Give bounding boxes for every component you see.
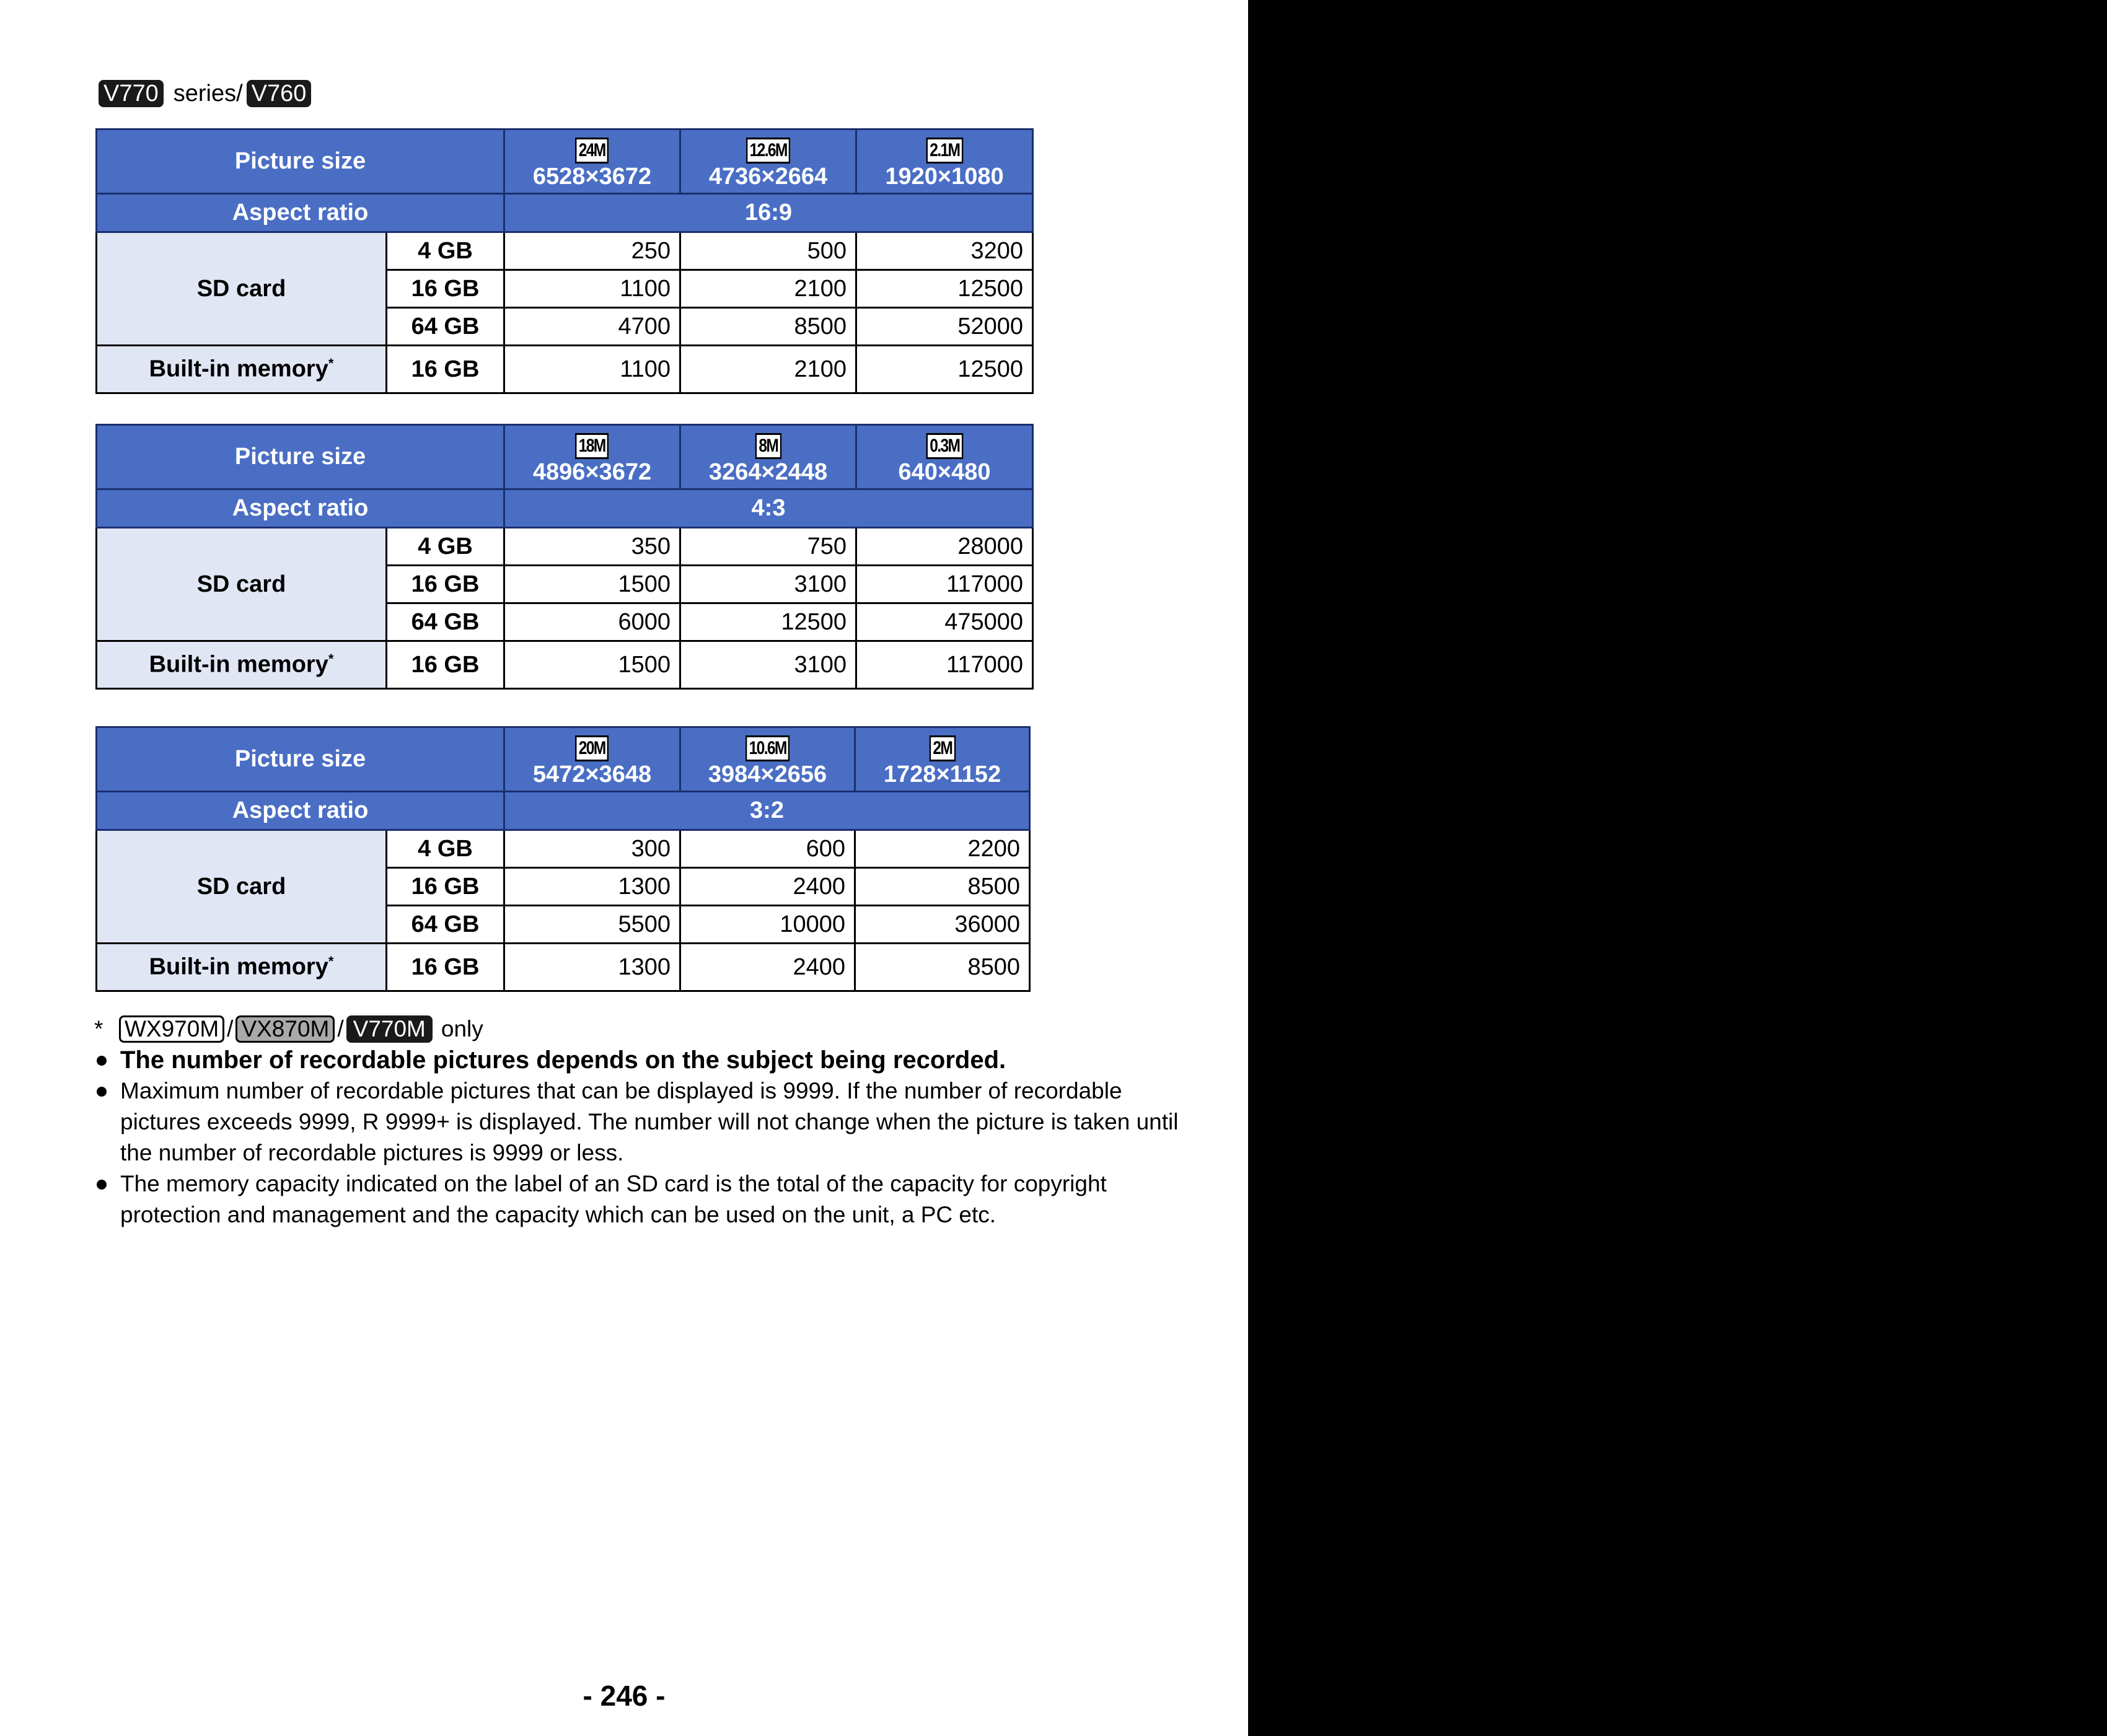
aspect-ratio-header: Aspect ratio xyxy=(97,194,504,232)
footnote-star: * xyxy=(94,1016,103,1041)
model-badge-wx970m: WX970M xyxy=(119,1015,224,1043)
table-cell: 3100 xyxy=(680,566,856,603)
table-cell: 300 xyxy=(504,830,680,868)
table-cell: 8500 xyxy=(855,944,1030,991)
table-cell: 1500 xyxy=(504,641,680,689)
size-col xyxy=(856,425,1033,489)
table-cell: 1300 xyxy=(504,944,680,991)
builtin-memory-text: Built-in memory xyxy=(149,356,328,382)
builtin-memory-text: Built-in memory xyxy=(149,651,328,678)
size-col xyxy=(855,727,1030,792)
picture-size-icon: 0.3M xyxy=(926,433,963,459)
table-cell: 117000 xyxy=(856,566,1033,603)
table-cell: 5500 xyxy=(504,906,680,944)
builtin-memory-text: Built-in memory xyxy=(149,953,328,980)
picture-size-icon: 2.1M xyxy=(926,138,963,164)
capacity-label: 16 GB xyxy=(387,346,504,393)
resolution: 640×480 xyxy=(898,459,991,485)
table-cell: 475000 xyxy=(856,603,1033,641)
notes-list xyxy=(94,1045,1185,1230)
table-cell: 3100 xyxy=(680,641,856,689)
footnote-models xyxy=(94,1014,1185,1045)
table-cell: 3200 xyxy=(856,232,1033,270)
picture-size-header: Picture size xyxy=(97,129,504,194)
sd-card-label: SD card xyxy=(97,232,387,346)
footnote-asterisk: * xyxy=(328,953,334,970)
capacity-table-16-9 xyxy=(95,128,1034,394)
picture-size-icon: 10.6M xyxy=(746,735,790,761)
resolution: 3264×2448 xyxy=(708,459,828,485)
table-cell: 600 xyxy=(680,830,855,868)
series-header xyxy=(99,79,311,108)
table-cell: 350 xyxy=(504,528,680,566)
table-cell: 2100 xyxy=(680,270,856,308)
table-cell: 8500 xyxy=(680,308,856,346)
table-cell: 10000 xyxy=(680,906,855,944)
table-cell: 52000 xyxy=(856,308,1033,346)
only-label: only xyxy=(441,1016,483,1041)
table-cell: 4700 xyxy=(504,308,680,346)
table-cell: 36000 xyxy=(855,906,1030,944)
table-cell: 12500 xyxy=(680,603,856,641)
capacity-table-3-2 xyxy=(95,726,1031,992)
table-cell: 1300 xyxy=(504,868,680,906)
capacity-label: 16 GB xyxy=(387,944,504,991)
series-label: series/ xyxy=(173,80,243,107)
capacity-label: 4 GB xyxy=(387,830,504,868)
picture-size-icon: 8M xyxy=(755,433,781,459)
picture-size-icon: 24M xyxy=(575,138,609,164)
resolution: 6528×3672 xyxy=(532,164,652,190)
table-cell: 750 xyxy=(680,528,856,566)
table-cell: 2400 xyxy=(680,944,855,991)
builtin-memory-label xyxy=(97,944,387,991)
size-col xyxy=(680,727,855,792)
aspect-ratio-value: 4:3 xyxy=(504,489,1033,528)
resolution: 3984×2656 xyxy=(708,761,827,787)
picture-size-header: Picture size xyxy=(97,425,504,489)
capacity-label: 16 GB xyxy=(387,868,504,906)
size-col xyxy=(504,727,680,792)
size-col xyxy=(504,425,680,489)
model-badge-v760: V760 xyxy=(247,80,312,107)
table-cell: 2100 xyxy=(680,346,856,393)
table-cell: 12500 xyxy=(856,270,1033,308)
model-badge-vx870m: VX870M xyxy=(235,1015,335,1043)
picture-size-header: Picture size xyxy=(97,727,504,792)
resolution: 5472×3648 xyxy=(532,761,652,787)
separator: / xyxy=(337,1016,344,1041)
model-badge-v770: V770 xyxy=(99,80,164,107)
picture-size-icon: 20M xyxy=(575,735,609,761)
capacity-label: 16 GB xyxy=(387,641,504,689)
size-col xyxy=(680,129,856,194)
capacity-label: 64 GB xyxy=(387,906,504,944)
picture-size-icon: 12.6M xyxy=(746,138,791,164)
capacity-label: 4 GB xyxy=(387,528,504,566)
table-cell: 2200 xyxy=(855,830,1030,868)
picture-size-icon: 18M xyxy=(575,433,609,459)
footnote-asterisk: * xyxy=(328,356,334,372)
table-cell: 28000 xyxy=(856,528,1033,566)
sd-card-label: SD card xyxy=(97,528,387,641)
aspect-ratio-header: Aspect ratio xyxy=(97,792,504,830)
footnote-asterisk: * xyxy=(328,651,334,667)
capacity-label: 16 GB xyxy=(387,566,504,603)
table-cell: 8500 xyxy=(855,868,1030,906)
aspect-ratio-header: Aspect ratio xyxy=(97,489,504,528)
capacity-label: 4 GB xyxy=(387,232,504,270)
table-cell: 500 xyxy=(680,232,856,270)
table-cell: 12500 xyxy=(856,346,1033,393)
table-cell: 250 xyxy=(504,232,680,270)
capacity-label: 64 GB xyxy=(387,603,504,641)
picture-size-icon: 2M xyxy=(929,735,955,761)
resolution: 4736×2664 xyxy=(708,164,828,190)
list-item: Maximum number of recordable pictures that can be displayed is 9999. If the number of recordable pictures exceeds 9999, R 9999+ is displayed. The number will not change when the picture is taken until the number of recordable pictures is 9999 or less. xyxy=(94,1076,1185,1168)
capacity-label: 16 GB xyxy=(387,270,504,308)
resolution: 1920×1080 xyxy=(885,164,1004,190)
list-item: The number of recordable pictures depends on the subject being recorded. xyxy=(94,1045,1185,1076)
sd-card-label: SD card xyxy=(97,830,387,944)
page-number: - 246 - xyxy=(583,1680,666,1712)
separator: / xyxy=(227,1016,234,1041)
size-col xyxy=(680,425,856,489)
capacity-table-4-3 xyxy=(95,424,1034,690)
table-cell: 1100 xyxy=(504,346,680,393)
resolution: 4896×3672 xyxy=(532,459,652,485)
table-cell: 117000 xyxy=(856,641,1033,689)
size-col xyxy=(504,129,680,194)
builtin-memory-label xyxy=(97,346,387,393)
resolution: 1728×1152 xyxy=(883,761,1001,787)
capacity-label: 64 GB xyxy=(387,308,504,346)
table-cell: 1500 xyxy=(504,566,680,603)
aspect-ratio-value: 16:9 xyxy=(504,194,1033,232)
table-cell: 6000 xyxy=(504,603,680,641)
table-cell: 2400 xyxy=(680,868,855,906)
builtin-memory-label xyxy=(97,641,387,689)
aspect-ratio-value: 3:2 xyxy=(504,792,1030,830)
notes-section xyxy=(94,1014,1185,1230)
list-item: The memory capacity indicated on the label of an SD card is the total of the capacity for copyright protection and management and the capacity which can be used on the unit, a PC etc. xyxy=(94,1168,1185,1230)
table-cell: 1100 xyxy=(504,270,680,308)
size-col xyxy=(856,129,1033,194)
model-badge-v770m: V770M xyxy=(346,1015,433,1043)
